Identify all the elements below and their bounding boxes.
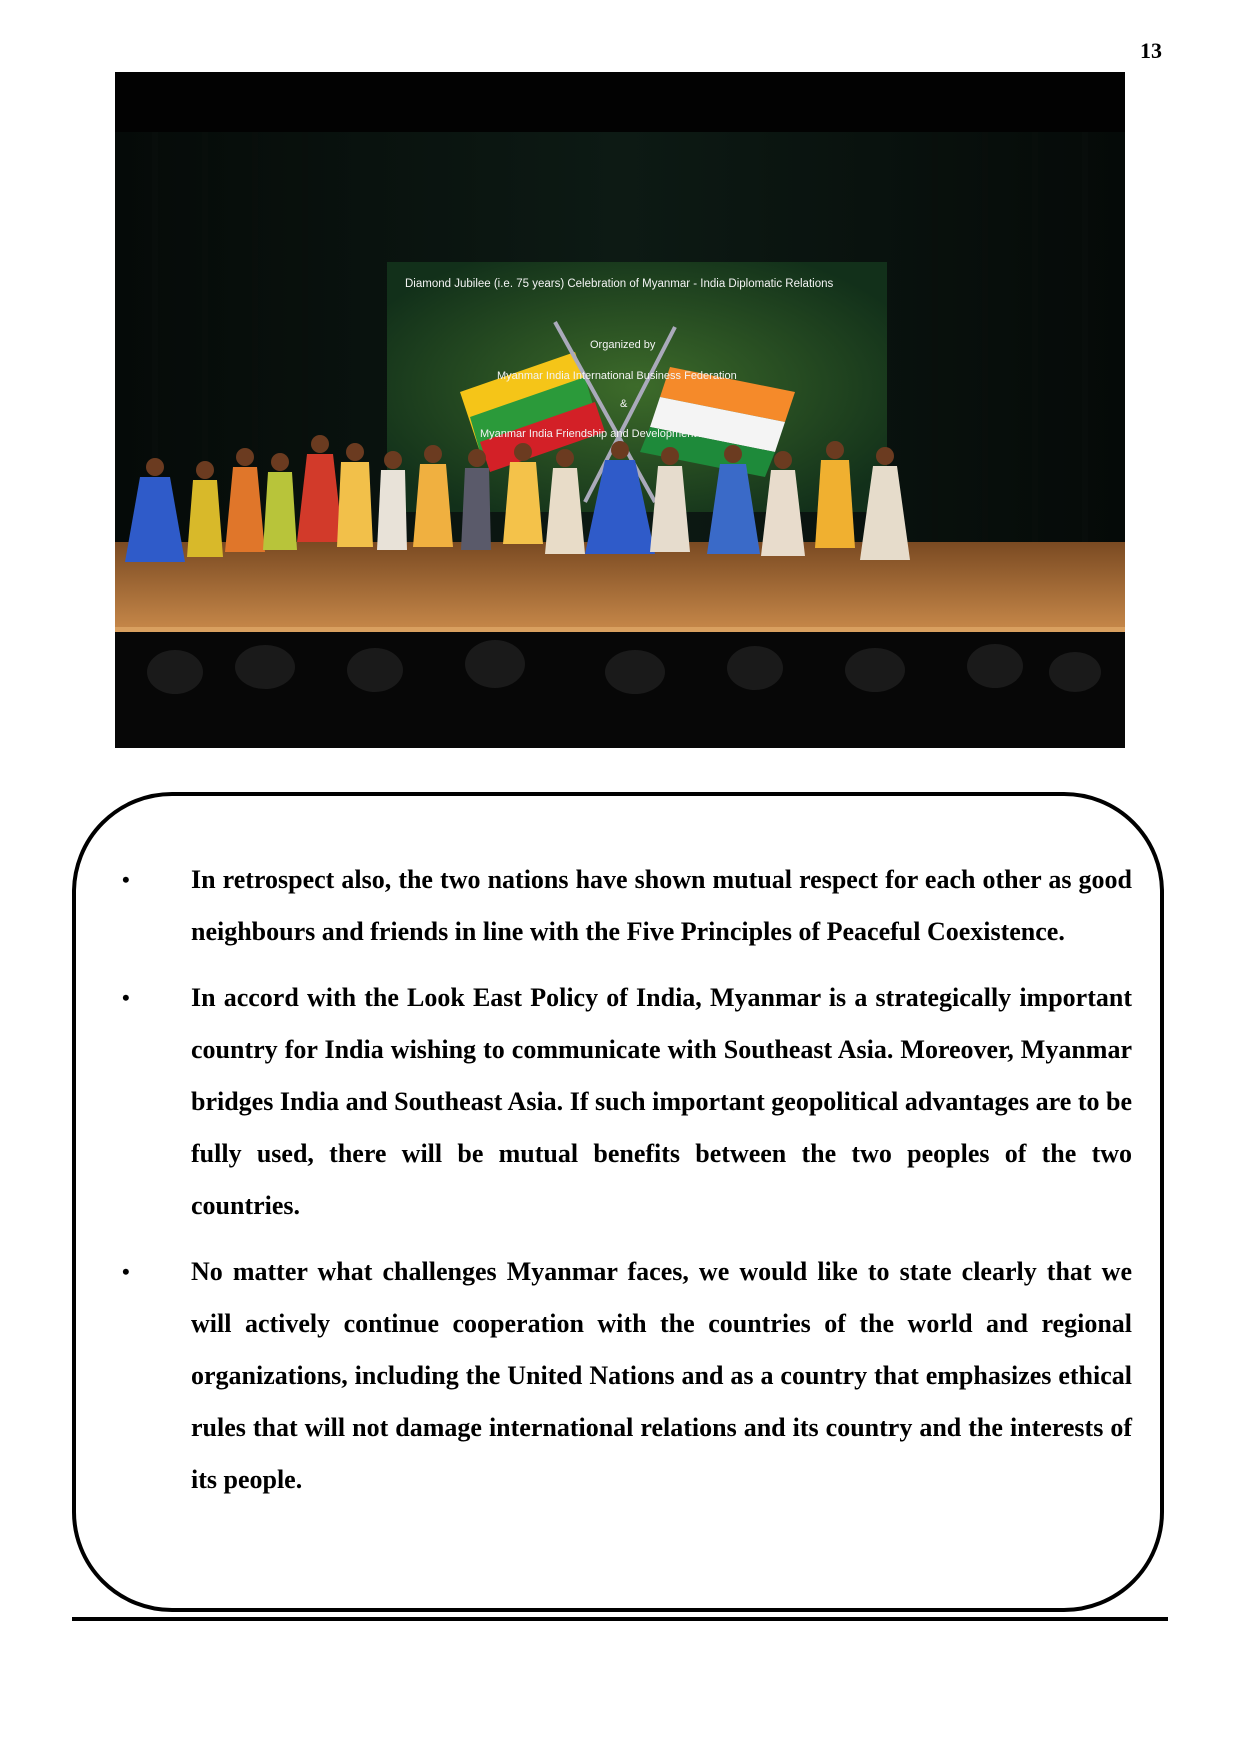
bullet-text-box (72, 792, 1164, 1612)
bullet-text: No matter what challenges Myanmar faces, we would like to state clearly that we will actively continue cooperation with the countries of the world and regional organizations, including the United Nations and as a country that emphasizes ethical rules that will not damage international relations and its country and the interests of its people. (191, 1257, 1132, 1494)
page-number: 13 (1140, 38, 1162, 63)
screen-ampersand: & (620, 398, 628, 410)
screen-org-2: Myanmar India Friendship and Development Association (480, 428, 756, 440)
event-photo (115, 72, 1125, 748)
stage-performance-image (115, 72, 1125, 748)
screen-org-1: Myanmar India International Business Federation (497, 370, 737, 382)
bullet-item (112, 1246, 1132, 1506)
bullet-marker: • (122, 1259, 130, 1284)
bullet-text: In accord with the Look East Policy of India, Myanmar is a strategically important country for India wishing to communicate with Southeast Asia. Moreover, Myanmar bridges India and Southeast Asia. If such important geopolitical advantages are to be fully used, there will be mutual benefits between the two peoples of the two countries. (191, 983, 1132, 1220)
screen-organized-by: Organized by (590, 339, 656, 351)
bullet-list (112, 854, 1132, 1520)
bullet-marker: • (122, 985, 130, 1010)
bullet-marker: • (122, 867, 130, 892)
footer-rule (72, 1617, 1168, 1621)
bullet-item (112, 854, 1132, 958)
bullet-text: In retrospect also, the two nations have shown mutual respect for each other as good neighbours and friends in line with the Five Principles of Peaceful Coexistence. (191, 865, 1132, 946)
bullet-item (112, 972, 1132, 1232)
screen-title: Diamond Jubilee (i.e. 75 years) Celebration of Myanmar - India Diplomatic Relations (405, 278, 834, 290)
